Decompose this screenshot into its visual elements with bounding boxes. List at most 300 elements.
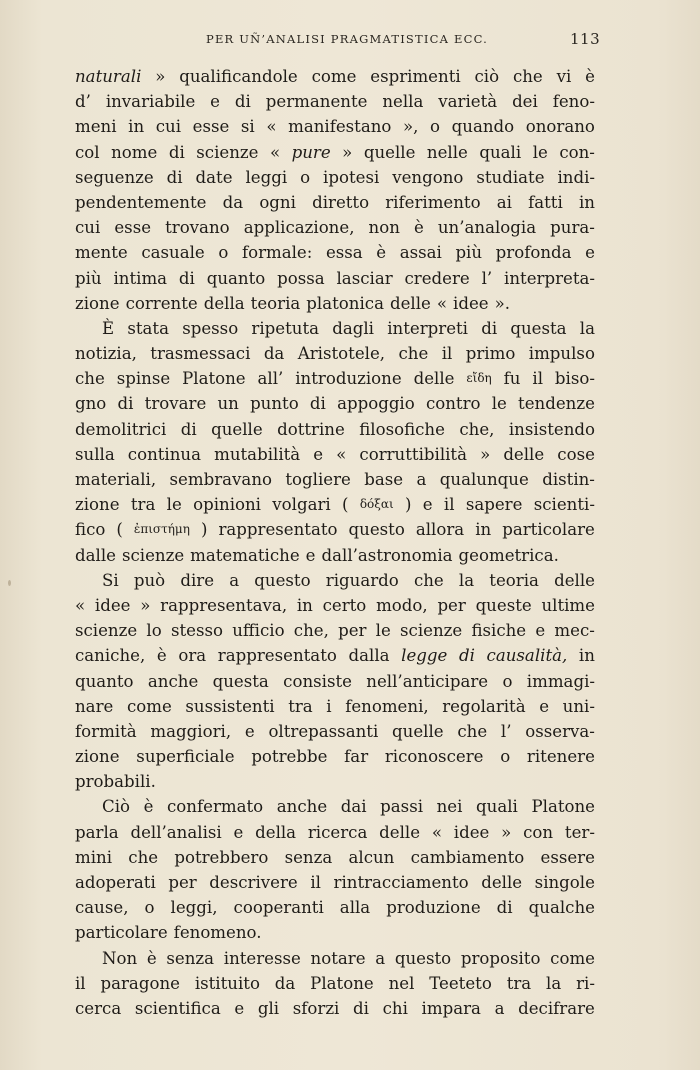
word: casuale [141, 243, 205, 263]
text-line [75, 694, 595, 719]
word: come [311, 67, 357, 86]
word: riferimento [385, 192, 481, 212]
word: delle [379, 822, 421, 842]
word: e [234, 998, 245, 1018]
word: mutabilità [214, 444, 301, 464]
text-line [75, 669, 595, 694]
word: uni- [562, 696, 595, 716]
word: che [128, 847, 159, 867]
text-line [75, 643, 595, 668]
word: potrebbero [174, 847, 269, 867]
word: Ciò [102, 797, 130, 817]
text-line [75, 64, 595, 89]
word: alcun [348, 847, 395, 867]
word: come [550, 948, 595, 968]
text-line [75, 870, 595, 895]
word: di [353, 998, 369, 1018]
word: credere [404, 268, 470, 288]
word: anche [276, 797, 328, 817]
word: interpreti [387, 318, 468, 338]
word: introduzione [295, 369, 402, 389]
word: le [532, 142, 548, 162]
text-line [75, 920, 595, 945]
word: descrivere [209, 873, 298, 892]
word: produzione [386, 898, 481, 918]
word: si [240, 117, 255, 137]
word: riguardo [325, 570, 399, 590]
word: » [501, 822, 512, 842]
word: rappresentato [218, 520, 338, 540]
word: zione [75, 747, 120, 767]
word: « [75, 595, 86, 615]
word: Platone [182, 369, 246, 389]
greek-word: εἴδη [466, 371, 492, 386]
running-header [0, 30, 700, 50]
word: consiste [283, 671, 352, 691]
word: oltrepassanti [268, 721, 379, 741]
word: e [535, 621, 546, 641]
word: particolare [502, 520, 595, 540]
word: e [539, 696, 550, 716]
word: quelle [392, 721, 444, 741]
word: zione [75, 495, 120, 515]
text-line [75, 316, 595, 341]
word: è [146, 948, 157, 968]
word: che, [293, 621, 329, 641]
word: maggiori, [150, 721, 232, 741]
text-line [75, 215, 595, 240]
word: togliere [285, 470, 351, 489]
word: confermato [167, 797, 264, 817]
word: lo [146, 621, 162, 641]
word: », [403, 117, 419, 137]
word: Non [102, 948, 138, 968]
word: che [398, 344, 429, 364]
word: Teeteto [429, 973, 492, 993]
word: tra [506, 973, 532, 993]
word: un’analogia [437, 218, 537, 238]
word: tendenze [518, 394, 595, 414]
word: la [546, 973, 562, 993]
word: gno [75, 394, 107, 414]
word: ricerca [307, 822, 368, 842]
word: adoperati [75, 873, 156, 892]
text-line [75, 618, 595, 643]
word: geometrica. [458, 545, 559, 565]
word: pure [291, 142, 331, 162]
word: ri- [576, 973, 595, 993]
word: teoria [489, 570, 539, 590]
word: è [156, 646, 167, 666]
word: delle [554, 570, 595, 590]
word: superficiale [136, 747, 235, 767]
word: le [375, 621, 391, 641]
word: » [480, 444, 491, 464]
word: tra [130, 495, 156, 515]
word: dalle [75, 545, 116, 565]
word: dalla [348, 646, 390, 666]
text-line [75, 266, 595, 291]
word: cose [557, 444, 595, 464]
word: cambiamento [410, 847, 525, 867]
word: biso- [554, 369, 595, 389]
word: di [166, 167, 183, 187]
word: trovano [165, 218, 230, 238]
text-line [75, 442, 595, 467]
word: potrebbe [251, 747, 328, 767]
word: È [102, 318, 115, 338]
word: e [210, 92, 220, 112]
word: dai [340, 797, 367, 817]
word: volgari [272, 495, 331, 515]
word: il [310, 873, 321, 892]
text-line [75, 719, 595, 744]
word: quanto [206, 268, 266, 288]
word: dottrine [277, 419, 345, 439]
word: che [413, 570, 444, 590]
word: istituito [194, 973, 260, 993]
greek-word: δόξαι [359, 497, 394, 512]
word: e [305, 545, 316, 565]
word: stata [127, 318, 169, 338]
word: ». [494, 293, 511, 313]
text-line [75, 114, 595, 139]
word: « [336, 444, 347, 464]
word: questo [394, 948, 452, 968]
word: o [500, 747, 511, 767]
word: o [430, 117, 441, 137]
word: Si [102, 570, 119, 590]
paper-spot [8, 580, 11, 586]
word: nell’anticipare [366, 671, 489, 691]
word: scienze [400, 621, 463, 641]
word: della [203, 293, 245, 313]
word: d’ [75, 92, 91, 112]
word: dall’astronomia [321, 545, 453, 565]
word: fisiche [471, 621, 527, 641]
word: permanente [265, 92, 368, 112]
word: allora [415, 520, 465, 540]
word: ogni [259, 192, 296, 212]
word: impulso [528, 344, 595, 364]
word: di [117, 394, 134, 414]
word: « [431, 822, 442, 842]
word: filosofiche [359, 419, 445, 439]
word: questo [254, 570, 311, 590]
word: dell’analisi [130, 822, 222, 842]
word: leggi, [170, 898, 218, 918]
word: quelle [363, 142, 416, 162]
word: mec- [554, 621, 595, 641]
word: come [126, 696, 172, 716]
word: dagli [332, 318, 374, 338]
word: legge [401, 646, 448, 666]
word: idee [453, 822, 490, 842]
word: cerca [75, 998, 122, 1018]
text-line [75, 467, 595, 492]
word: da [263, 344, 285, 364]
word: a [375, 948, 386, 968]
word: vengono [392, 167, 464, 187]
word: con [523, 822, 554, 842]
text-line [75, 845, 595, 870]
word: decifrare [518, 998, 595, 1018]
word: da [274, 973, 296, 993]
word: fatti [528, 192, 563, 212]
word: assai [399, 243, 442, 263]
word: quali [476, 797, 518, 817]
page-number: 113 [570, 30, 601, 48]
word: senza [284, 847, 333, 867]
word: ter- [564, 822, 595, 842]
word: materiali, [75, 470, 157, 489]
word: il [441, 344, 453, 364]
word: date [195, 167, 233, 187]
word: di [481, 318, 498, 338]
word: « [436, 293, 448, 313]
word: idee [453, 293, 489, 313]
word: in [578, 192, 595, 212]
word: quali [479, 142, 522, 162]
word: diretto [312, 192, 370, 212]
word: chi [382, 998, 408, 1018]
word: è [143, 797, 154, 817]
word: sulla [75, 444, 115, 464]
word: far [344, 747, 369, 767]
word: matematiche [190, 545, 300, 565]
word: opinioni [193, 495, 261, 515]
word: teoria [250, 293, 301, 313]
word: distin- [542, 470, 595, 489]
word: varietà [438, 92, 498, 112]
word: feno- [552, 92, 595, 112]
word: idee [94, 595, 131, 615]
word: nelle [426, 142, 468, 162]
word: base [364, 470, 404, 489]
word: all’ [257, 369, 284, 389]
word: osserva- [525, 721, 595, 741]
text-line [75, 492, 595, 517]
word: di [496, 898, 513, 918]
word: l’ [500, 721, 512, 741]
text-line [75, 165, 595, 190]
word: singole [534, 873, 595, 892]
word: naturali [75, 67, 142, 86]
word: rappresentato [217, 646, 337, 666]
word: riconoscere [384, 747, 484, 767]
text-line [75, 140, 595, 165]
word: primo [465, 344, 516, 364]
text-line [75, 593, 595, 618]
text-line [75, 794, 595, 819]
word: o [502, 671, 513, 691]
word: punto [250, 394, 299, 414]
word: è [585, 67, 595, 86]
word: nel [388, 973, 415, 993]
word: regolarità [442, 696, 526, 716]
word: nome [111, 142, 158, 162]
word: corrente [125, 293, 198, 313]
word: ) [200, 520, 208, 540]
word: per [168, 873, 197, 892]
word: questa [510, 318, 567, 338]
word: stesso [170, 621, 223, 641]
word: a [416, 470, 427, 489]
word: il [443, 495, 455, 515]
word: questo [348, 520, 405, 540]
word: qualunque [439, 470, 529, 489]
word: che [512, 67, 543, 86]
word: senza [166, 948, 215, 968]
word: » [140, 595, 151, 615]
word: « [266, 117, 277, 137]
word: proposito [460, 948, 541, 968]
word: studiate [476, 167, 545, 187]
word: il [75, 973, 86, 993]
word: caniche, [75, 646, 146, 666]
word: seguenze [75, 167, 154, 187]
text-line [75, 190, 595, 215]
word: cui [75, 218, 101, 238]
word: nei [436, 797, 463, 817]
text-line [75, 341, 595, 366]
word: Aristotele, [297, 344, 386, 364]
word: profonda [495, 243, 572, 263]
word: sforzi [292, 998, 340, 1018]
word: possa [277, 268, 325, 288]
word: appoggio [337, 394, 415, 414]
word: che [75, 369, 105, 389]
word: » [155, 67, 166, 86]
word: qualificandole [179, 67, 298, 86]
word: scienti- [533, 495, 595, 515]
word: leggi [245, 167, 288, 187]
text-line [75, 89, 595, 114]
word: zione [75, 293, 120, 313]
word: Platone [310, 973, 374, 993]
word: insistendo [508, 419, 595, 439]
word: i [326, 696, 332, 716]
text-line [75, 744, 595, 769]
word: ultime [541, 595, 595, 615]
word: demolitrici [75, 419, 167, 439]
word: probabili. [75, 772, 156, 792]
word: interesse [223, 948, 301, 968]
word: mini [75, 847, 113, 867]
word: scienze [121, 545, 185, 565]
word: essere [540, 847, 595, 867]
word: in [578, 646, 595, 666]
word: le [166, 495, 182, 515]
word: la [458, 570, 475, 590]
word: delle [481, 873, 523, 892]
word: le [491, 394, 507, 414]
word: pura- [550, 218, 595, 238]
word: rintracciamento [333, 873, 469, 892]
word: in [128, 117, 145, 137]
word: la [579, 318, 595, 338]
word: sussistenti [185, 696, 275, 716]
word: delle [503, 444, 545, 464]
word: delle [389, 293, 431, 313]
word: il [532, 369, 544, 389]
word: ora [178, 646, 207, 666]
word: impara [421, 998, 481, 1018]
word: parla [75, 822, 119, 842]
word: di [180, 419, 197, 439]
text-line [75, 820, 595, 845]
word: di [234, 92, 251, 112]
word: di [178, 268, 195, 288]
word: un [217, 394, 239, 414]
word: di [309, 394, 326, 414]
word: che [457, 721, 488, 741]
word: ciò [474, 67, 500, 86]
word: e [313, 444, 324, 464]
word: fenomeni, [345, 696, 429, 716]
word: è [376, 243, 387, 263]
word: mente [75, 243, 128, 263]
word: esprimenti [370, 67, 461, 86]
text-line [75, 946, 595, 971]
word: ai [496, 192, 512, 212]
word: l’ [481, 268, 493, 288]
word: cui [155, 117, 182, 137]
word: intima [113, 268, 168, 288]
word: o [144, 898, 155, 918]
word: ( [342, 495, 349, 515]
word: passi [380, 797, 424, 817]
word: gli [257, 998, 280, 1018]
word: anche [147, 671, 199, 691]
word: quelle [211, 419, 263, 439]
word: invariabile [105, 92, 196, 112]
word: può [133, 570, 166, 590]
text-line [75, 417, 595, 442]
word: indi- [557, 167, 595, 187]
word: delle [413, 369, 455, 389]
word: ufficio [232, 621, 285, 641]
word: questa [212, 671, 269, 691]
word: onorano [525, 117, 595, 137]
word: sembravano [169, 470, 272, 489]
word: formale: [241, 243, 313, 263]
word: sapere [465, 495, 523, 515]
word: immagi- [526, 671, 595, 691]
word: spinse [116, 369, 171, 389]
word: a [229, 570, 240, 590]
word: o [300, 167, 311, 187]
word: a [494, 998, 505, 1018]
word: nare [75, 696, 114, 716]
text-line [75, 517, 595, 542]
word: modo, [376, 595, 428, 615]
word: continua [127, 444, 202, 464]
word: contro [425, 394, 481, 414]
word: e [585, 243, 595, 263]
word: fu [503, 369, 521, 389]
word: col [75, 142, 100, 162]
text-line [75, 240, 595, 265]
body-text [75, 64, 595, 1021]
word: più [455, 243, 483, 263]
word: spesso [182, 318, 239, 338]
word: applicazione, [243, 218, 355, 238]
word: ( [116, 520, 123, 540]
word: e [244, 721, 255, 741]
word: scientifica [134, 998, 221, 1018]
text-line [75, 543, 595, 568]
